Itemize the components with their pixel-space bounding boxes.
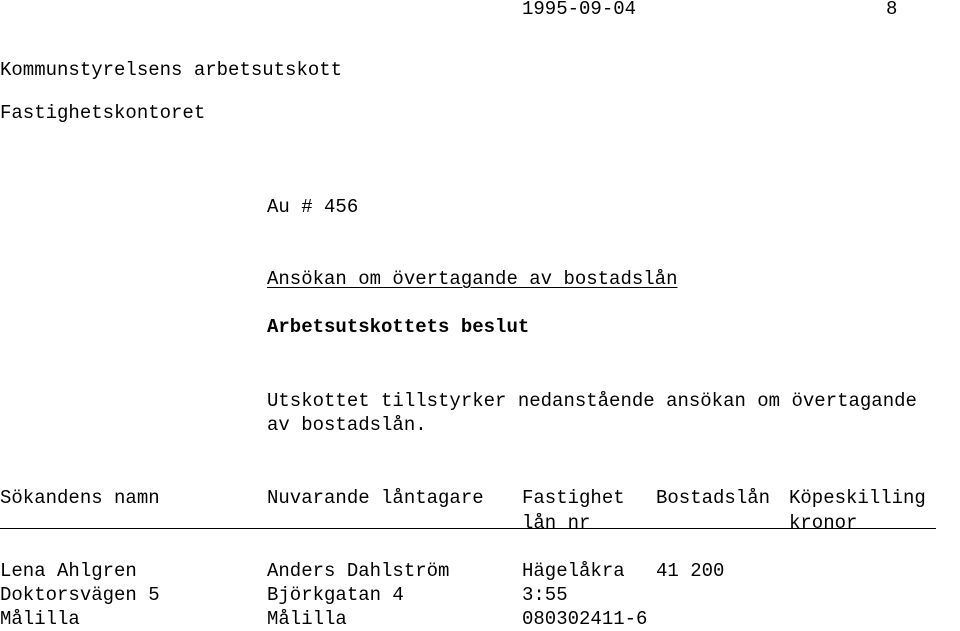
cell-current-borrower: Anders Dahlström (267, 560, 450, 582)
decision-heading: Arbetsutskottets beslut (267, 316, 530, 338)
subject-heading: Ansökan om övertagande av bostadslån (267, 268, 678, 290)
cell-applicant: Doktorsvägen 5 (0, 584, 160, 606)
reference-number: Au # 456 (267, 196, 359, 218)
header-price: Köpeskilling (789, 487, 926, 509)
cell-applicant: Lena Ahlgren (0, 560, 137, 582)
decision-text-line-2: av bostadslån. (267, 414, 427, 436)
cell-property: Hägelåkra (522, 560, 625, 582)
cell-loan: 41 200 (656, 560, 725, 582)
header-current-borrower: Nuvarande låntagare (267, 487, 484, 509)
cell-current-borrower: Björkgatan 4 (267, 584, 404, 606)
header-underline (0, 528, 936, 529)
header-property: Fastighet (522, 487, 625, 509)
decision-text-line-1: Utskottet tillstyrker nedanstående ansökan om övertagande (267, 390, 917, 412)
sender-line-2: Fastighetskontoret (0, 102, 206, 124)
subheader-loan-no: lån nr (522, 512, 591, 534)
cell-property: 080302411-6 (522, 608, 648, 630)
cell-applicant: Målilla (0, 608, 80, 630)
subheader-kronor: kronor (789, 512, 858, 534)
cell-property: 3:55 (522, 584, 568, 606)
document-date: 1995-09-04 (522, 0, 637, 20)
sender-line-1: Kommunstyrelsens arbetsutskott (0, 59, 343, 81)
header-loan: Bostadslån (656, 487, 771, 509)
header-applicant: Sökandens namn (0, 487, 160, 509)
page-number: 8 (886, 0, 898, 20)
cell-current-borrower: Målilla (267, 608, 347, 630)
